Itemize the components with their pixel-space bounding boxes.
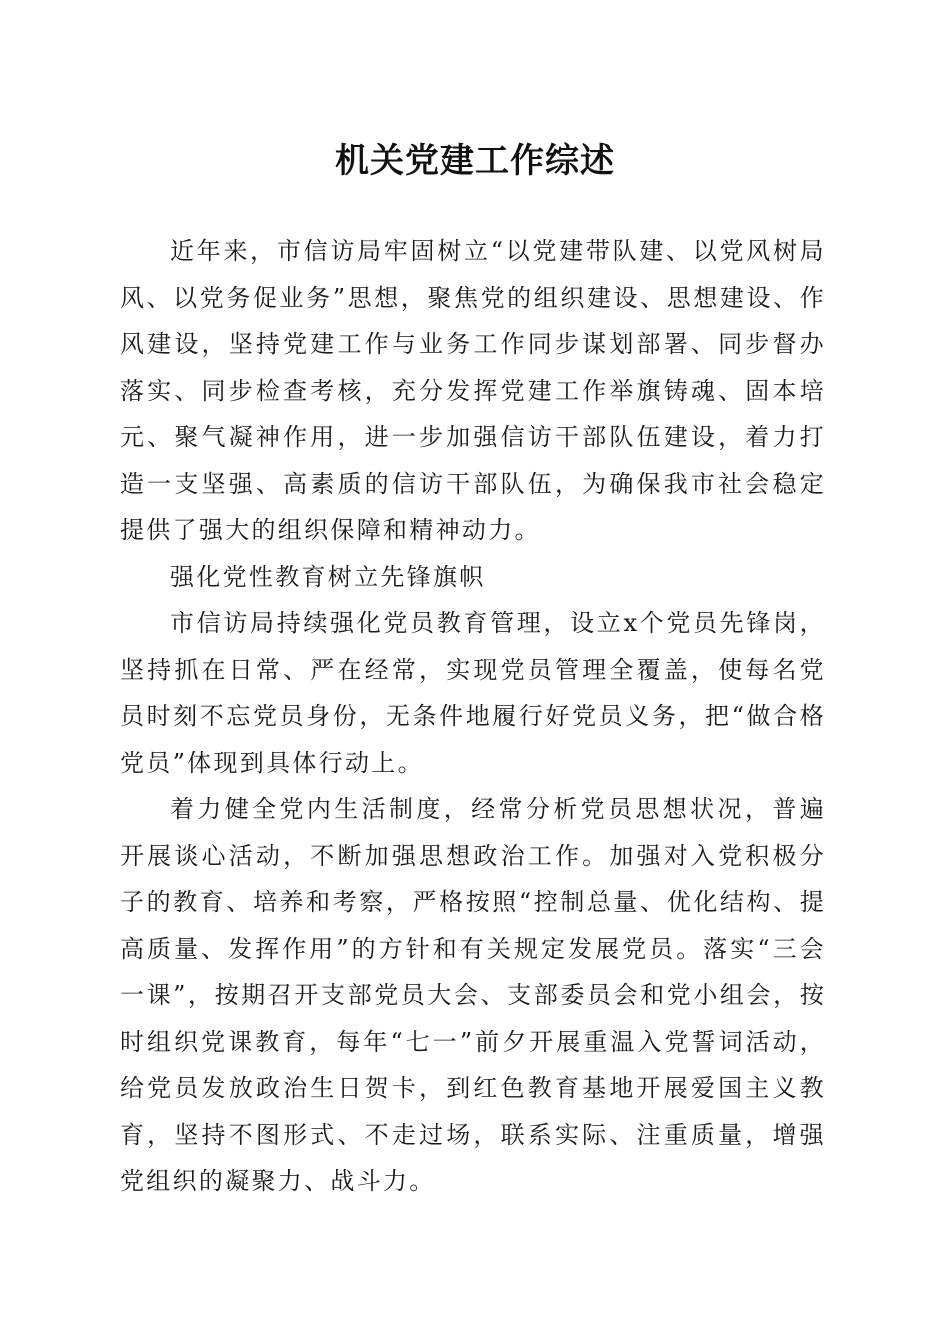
paragraph-intro: 近年来，市信访局牢固树立“以党建带队建、以党风树局风、以党务促业务”思想，聚焦党的组织建设、思想建设、作风建设，坚持党建工作与业务工作同步谋划部署、同步督办落实、同步检查考核，充分发挥党建工作举旗铸魂、固本培元、聚气凝神作用，进一步加强信访干部队伍建设，着力打造一支坚强、高素质的信访干部队伍，为确保我市社会稳定提供了强大的组织保障和精神动力。 <box>120 237 826 544</box>
section-heading: 强化党性教育树立先锋旗帜 <box>170 562 486 591</box>
paragraph-party-member-management: 市信访局持续强化党员教育管理，设立x个党员先锋岗，坚持抓在日常、严在经常，实现党员管理全覆盖，使每名党员时刻不忘党员身份，无条件地履行好党员义务，把“做合格党员”体现到具体行动上。 <box>120 609 826 777</box>
document-body <box>120 228 826 1205</box>
document-title: 机关党建工作综述 <box>335 141 615 181</box>
paragraph-party-life-system: 着力健全党内生活制度，经常分析党员思想状况，普遍开展谈心活动，不断加强思想政治工作。加强对入党积极分子的教育、培养和考察，严格按照“控制总量、优化结构、提高质量、发挥作用”的方针和有关规定发展党员。落实“三会一课”，按期召开支部党员大会、支部委员会和党小组会，按时组织党课教育，每年“七一”前夕开展重温入党誓词活动，给党员发放政治生日贺卡，到红色教育基地开展爱国主义教育，坚持不图形式、不走过场，联系实际、注重质量，增强党组织的凝聚力、战斗力。 <box>120 795 826 1195</box>
